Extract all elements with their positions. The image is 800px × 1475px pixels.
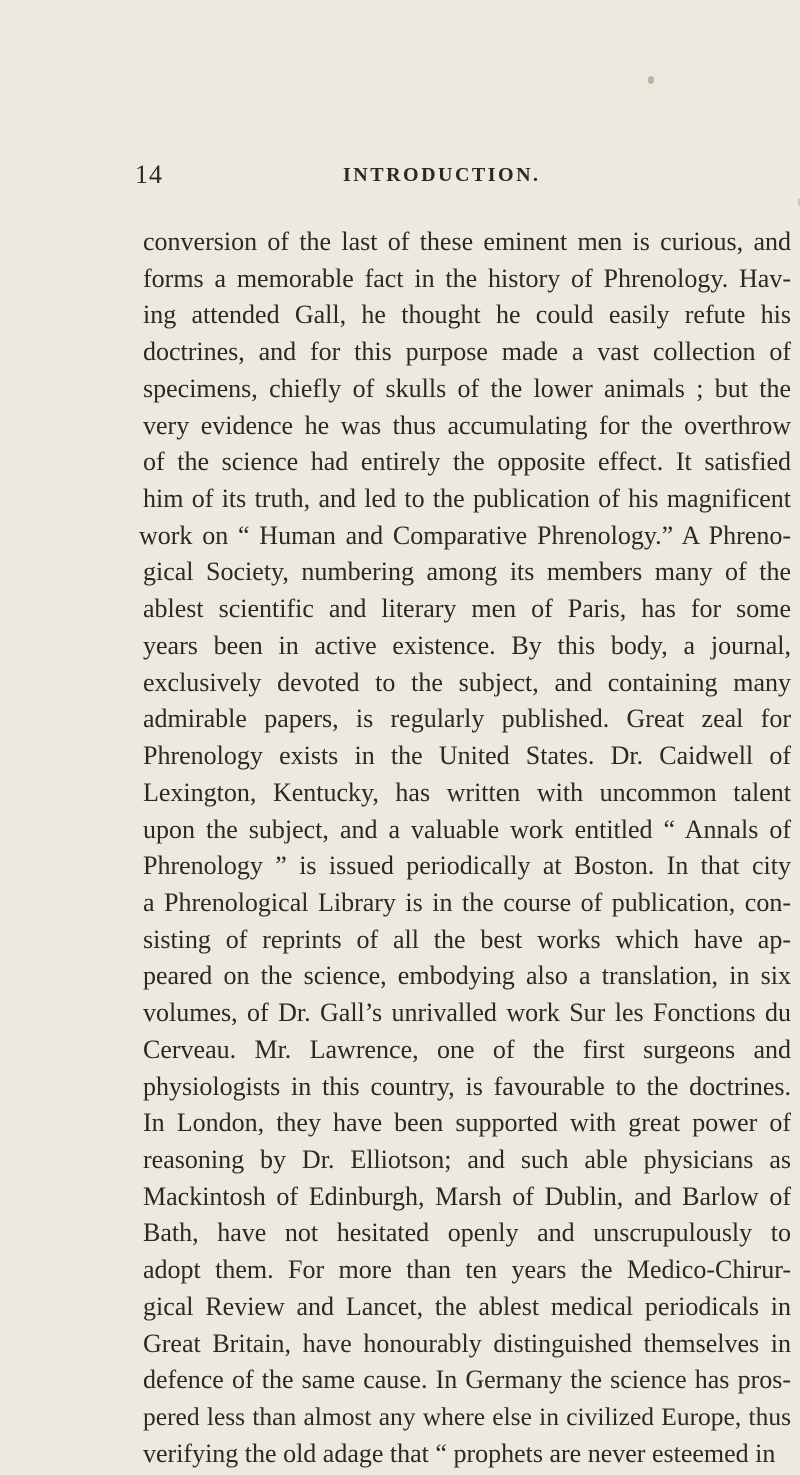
- text-line: upon the subject, and a valuable work entitled “ Annals of: [143, 814, 791, 844]
- text-line: Bath, have not hesitated openly and unscrupulously to: [143, 1218, 791, 1248]
- text-line: very evidence he was thus accumulating for the overthrow: [143, 410, 791, 440]
- text-line: Great Britain, have honourably distinguished themselves in: [143, 1328, 791, 1358]
- text-line: conversion of the last of these eminent men is curious, and: [143, 227, 791, 256]
- body-text: [139, 224, 791, 1472]
- text-line: adopt them. For more than ten years the Medico-Chirur-: [143, 1255, 791, 1285]
- text-line: of the science had entirely the opposite effect. It satisfied: [143, 447, 791, 477]
- text-line: years been in active existence. By this body, a journal,: [143, 630, 791, 660]
- running-head: INTRODUCTION.: [343, 164, 541, 186]
- text-line: In London, they have been supported with great power of: [143, 1108, 791, 1138]
- text-line: doctrines, and for this purpose made a vast collection of: [143, 337, 791, 367]
- text-line: forms a memorable fact in the history of Phrenology. Hav-: [143, 263, 791, 293]
- text-line: Phrenology ” is issued periodically at Boston. In that city: [143, 851, 791, 881]
- text-line: work on “ Human and Comparative Phrenology.” A Phreno-: [139, 520, 791, 550]
- text-line: specimens, chiefly of skulls of the lower animals ; but the: [143, 373, 791, 403]
- text-line: reasoning by Dr. Elliotson; and such able physicians as: [143, 1144, 791, 1174]
- page-header: [135, 160, 795, 200]
- text-line: a Phrenological Library is in the course of publication, con-: [143, 887, 791, 917]
- text-line: exclusively devoted to the subject, and containing many: [143, 667, 791, 697]
- text-line: him of its truth, and led to the publication of his magnificent: [143, 484, 791, 514]
- text-line: peared on the science, embodying also a translation, in six: [143, 961, 791, 991]
- text-line: verifying the old adage that “ prophets are never esteemed in: [143, 1438, 776, 1468]
- text-line: pered less than almost any where else in civilized Europe, thus: [143, 1402, 791, 1431]
- text-line: gical Review and Lancet, the ablest medical periodicals in: [143, 1291, 791, 1321]
- page-number: 14: [135, 160, 163, 189]
- text-line: Lexington, Kentucky, has written with uncommon talent: [143, 777, 791, 807]
- paper-speck: [648, 76, 654, 84]
- text-line: ablest scientific and literary men of Paris, has for some: [143, 594, 791, 624]
- text-line: Phrenology exists in the United States. Dr. Caidwell of: [143, 741, 791, 771]
- text-line: defence of the same cause. In Germany the science has pros-: [143, 1365, 791, 1395]
- text-line: Cerveau. Mr. Lawrence, one of the first surgeons and: [143, 1034, 791, 1064]
- text-line: Mackintosh of Edinburgh, Marsh of Dublin, and Barlow of: [143, 1181, 791, 1211]
- text-line: volumes, of Dr. Gall’s unrivalled work Sur les Fonctions du: [143, 998, 791, 1028]
- text-line: ing attended Gall, he thought he could easily refute his: [143, 300, 791, 330]
- text-line: gical Society, numbering among its members many of the: [143, 557, 791, 587]
- text-line: physiologists in this country, is favourable to the doctrines.: [143, 1071, 791, 1101]
- text-line: admirable papers, is regularly published. Great zeal for: [143, 704, 791, 734]
- text-line: sisting of reprints of all the best works which have ap-: [143, 924, 791, 954]
